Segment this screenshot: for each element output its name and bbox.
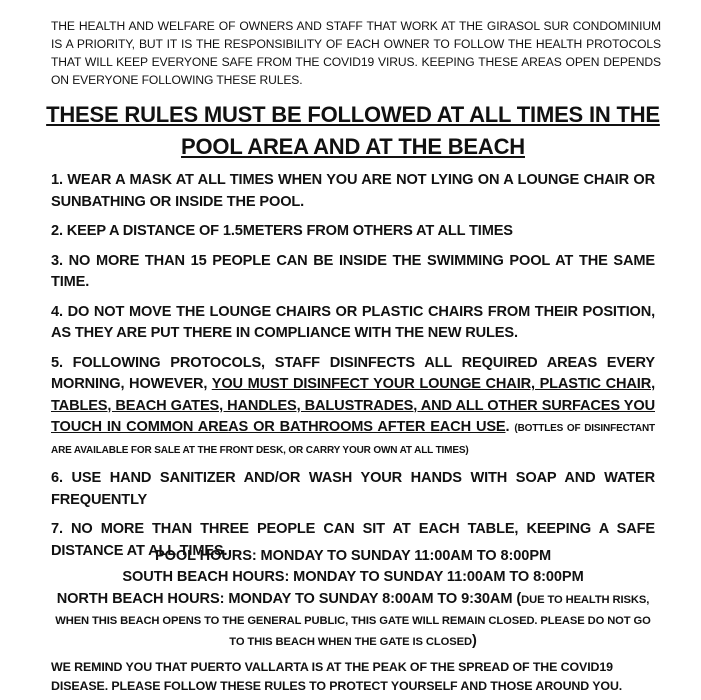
intro-paragraph: THE HEALTH AND WELFARE OF OWNERS AND STAFF THAT WORK AT THE GIRASOL SUR CONDOMINIUM IS A PRIORITY, BUT IT IS THE RESPONSIBILITY OF EACH OWNER TO FOLLOW THE HEALTH PROTOCOLS THAT WILL KEEP EVERYONE SAFE FROM THE COVID19 VIRUS. KEEPING THESE AREAS OPEN DEPENDS ON EVERYONE FOLLOWING THESE RULES. [51, 19, 661, 87]
rule-5-underlined: YOU MUST DISINFECT YOUR LOUNGE CHAIR, PLASTIC CHAIR, TABLES, BEACH GATES, HANDLES, BALUSTRADES, AND ALL OTHER SURFACES YOU TOUCH IN COMMON AREAS OR BATHROOMS AFTER EACH USE [51, 376, 655, 435]
north-beach-hours: NORTH BEACH HOURS: MONDAY TO SUNDAY 8:00AM TO 9:30AM [56, 590, 513, 607]
reminder-paragraph: WE REMIND YOU THAT PUERTO VALLARTA IS AT THE PEAK OF THE SPREAD OF THE COVID19 DISEASE. PLEASE FOLLOW THESE RULES TO PROTECT YOURSELF AND THOSE AROUND YOU. [51, 660, 623, 693]
north-beach-note-close: ) [471, 633, 477, 650]
rule-2: 2. KEEP A DISTANCE OF 1.5METERS FROM OTHERS AT ALL TIMES [51, 223, 513, 239]
cropped-title-strip [0, 0, 701, 14]
rule-4: 4. DO NOT MOVE THE LOUNGE CHAIRS OR PLASTIC CHAIRS FROM THEIR POSITION, AS THEY ARE PUT THERE IN COMPLIANCE WITH THE NEW RULES. [51, 303, 655, 341]
rule-3: 3. NO MORE THAN 15 PEOPLE CAN BE INSIDE THE SWIMMING POOL AT THE SAME TIME. [51, 252, 655, 290]
rules-heading: THESE RULES MUST BE FOLLOWED AT ALL TIMES IN THE POOL AREA AND AT THE BEACH [46, 102, 660, 159]
rule-5-note: (BOTTLES OF DISINFECTANT ARE AVAILABLE FOR SALE AT THE FRONT DESK, OR CARRY YOUR OWN AT ALL TIMES) [51, 423, 655, 456]
north-beach-hours-block [51, 589, 655, 653]
rule-5 [51, 353, 655, 461]
rule-7: 7. NO MORE THAN THREE PEOPLE CAN SIT AT EACH TABLE, KEEPING A SAFE DISTANCE AT ALL TIMES. [51, 521, 655, 559]
south-beach-hours: SOUTH BEACH HOURS: MONDAY TO SUNDAY 11:00AM TO 8:00PM [122, 569, 584, 586]
pool-hours: POOL HOURS: MONDAY TO SUNDAY 11:00AM TO 8:00PM [154, 548, 552, 564]
hours-section [51, 546, 655, 652]
north-beach-note: DUE TO HEALTH RISKS, WHEN THIS BEACH OPENS TO THE GENERAL PUBLIC, THIS GATE WILL REMAIN CLOSED. PLEASE DO NOT GO TO THIS BEACH WHEN THE GATE IS CLOSED [55, 593, 651, 649]
rule-1: 1. WEAR A MASK AT ALL TIMES WHEN YOU ARE NOT LYING ON A LOUNGE CHAIR OR SUNBATHING OR INSIDE THE POOL. [51, 172, 655, 210]
north-beach-note-open: ( [512, 590, 522, 607]
rule-5-intro: 5. FOLLOWING PROTOCOLS, STAFF DISINFECTS ALL REQUIRED AREAS EVERY MORNING, HOWEVER, [51, 354, 655, 392]
rule-5-period: . [505, 419, 510, 435]
rules-list [51, 170, 655, 562]
rule-6: 6. USE HAND SANITIZER AND/OR WASH YOUR HANDS WITH SOAP AND WATER FREQUENTLY [51, 470, 655, 508]
